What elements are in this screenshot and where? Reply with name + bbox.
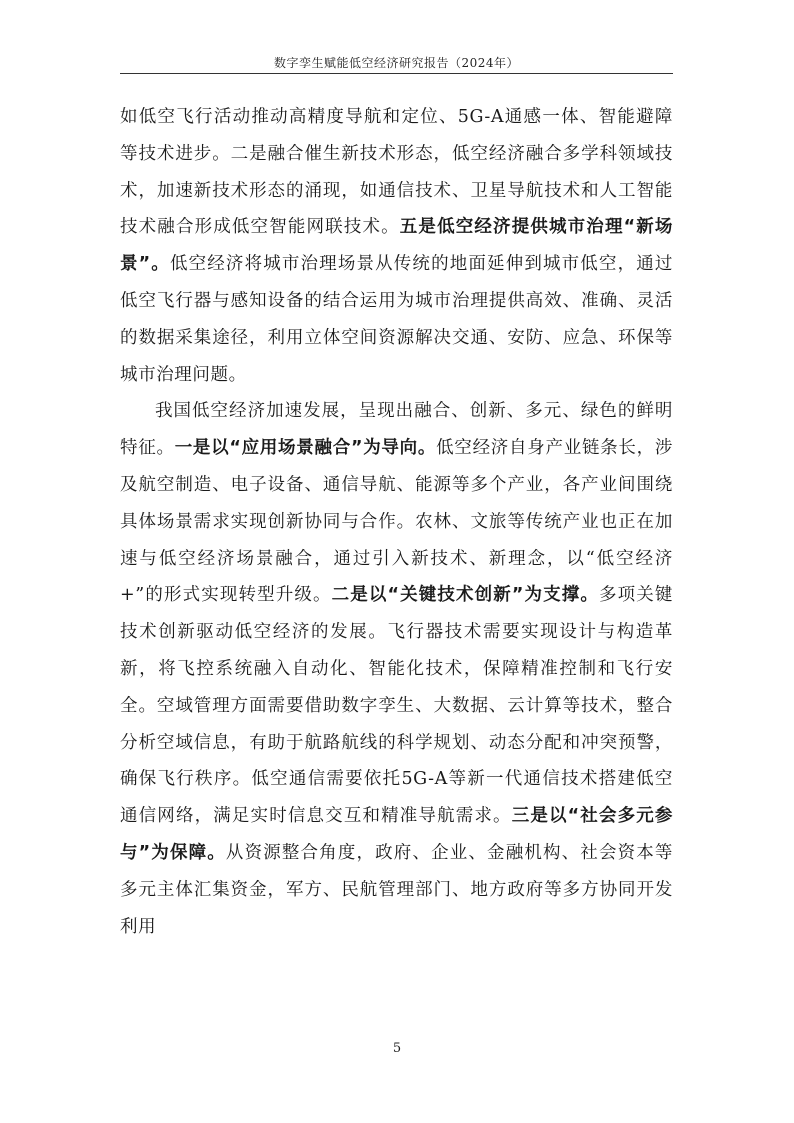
paragraph-2-segment-1: 我国低空经济加速发展，呈现出融合、创新、多元、绿色的鲜明特征。 bbox=[120, 401, 673, 459]
body-text bbox=[120, 99, 673, 945]
paragraph-1-segment-3: 低空经济将城市治理场景从传统的地面延伸到城市低空，通过低空飞行器与感知设备的结合运用为城市治理提供高效、准确、灵活的数据采集途径，利用立体空间资源解决交通、安防、应急、环保等城市治理问题。 bbox=[120, 254, 673, 385]
page-number: 5 bbox=[392, 1041, 402, 1056]
paragraph-2-segment-3: 低空经济自身产业链条长，涉及航空制造、电子设备、通信导航、能源等多个产业，各产业间围绕具体场景需求实现创新协同与合作。农林、文旅等传统产业也正在加速与低空经济场景融合，通过引入新技术、新理念，以“低空经济+”的形式实现转型升级。 bbox=[120, 438, 673, 606]
paragraph-2-bold-heading-1: 一是以“应用场景融合”为导向。 bbox=[174, 438, 437, 459]
paragraph-2-segment-5: 多项关键技术创新驱动低空经济的发展。飞行器技术需要实现设计与构造革新，将飞控系统融入自动化、智能化技术，保障精准控制和飞行安全。空域管理方面需要借助数字孪生、大数据、云计算等技术，整合分析空域信息，有助于航路航线的科学规划、动态分配和冲突预警，确保飞行秩序。低空通信需要依托5G-A等新一代通信技术搭建低空通信网络，满足实时信息交互和精准导航需求。 bbox=[120, 585, 673, 827]
paragraph-1-segment-1: 如低空飞行活动推动高精度导航和定位、5G-A通感一体、智能避障等技术进步。二是融合催生新技术形态，低空经济融合多学科领域技术，加速新技术形态的涌现，如通信技术、卫星导航技术和人工智能技术融合形成低空智能网联技术。 bbox=[120, 107, 673, 238]
paragraph-2-bold-heading-3: 三是以“社会多元参与”为保障。 bbox=[120, 806, 673, 863]
paragraph-2 bbox=[120, 393, 673, 945]
paragraph-1 bbox=[120, 99, 673, 393]
paragraph-2-segment-7: 从资源整合角度，政府、企业、金融机构、社会资本等多元主体汇集资金，军方、民航管理部门、地方政府等多方协同开发利用 bbox=[120, 842, 673, 937]
header-divider bbox=[120, 73, 673, 74]
paragraph-2-bold-heading-2: 二是以“关键技术创新”为支撑。 bbox=[331, 585, 600, 606]
running-header: 数字孪生赋能低空经济研究报告（2024年） bbox=[273, 56, 520, 70]
paragraph-1-bold-heading-5: 五是低空经济提供城市治理“新场景”。 bbox=[120, 217, 673, 275]
